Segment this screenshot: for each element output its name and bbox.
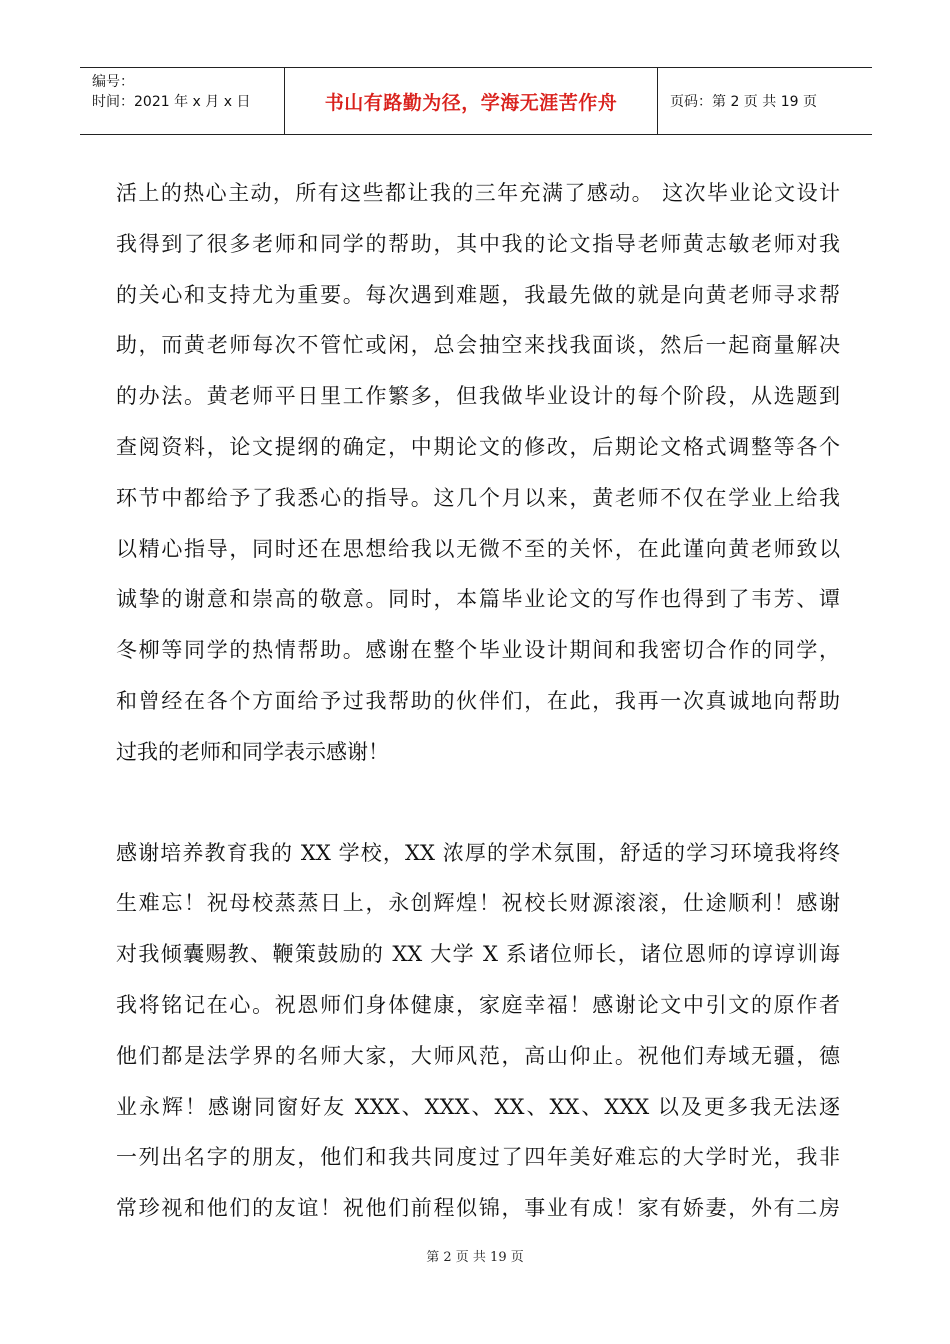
- header-meta: [80, 68, 285, 134]
- document-body: [116, 168, 840, 1234]
- text-line: 冬柳等同学的热情帮助。感谢在整个毕业设计期间和我密切合作的同学，: [116, 638, 840, 663]
- paragraph-2: [116, 828, 840, 1234]
- header-page-label: 页码：第 2 页 共 19 页: [670, 94, 817, 110]
- text-line: 一列出名字的朋友，他们和我共同度过了四年美好难忘的大学时光，我非: [116, 1145, 840, 1170]
- text-line: 的关心和支持尤为重要。每次遇到难题，我最先做的就是向黄老师寻求帮: [116, 282, 840, 307]
- header-time-label: 时间：2021 年 x 月 x 日: [92, 94, 251, 110]
- text-line: 环节中都给予了我悉心的指导。这几个月以来，黄老师不仅在学业上给我: [116, 485, 840, 510]
- page-footer: 第 2 页 共 19 页: [426, 1250, 524, 1265]
- text-line: 感谢培养教育我的 XX 学校，XX 浓厚的学术氛围，舒适的学习环境我将终: [116, 840, 840, 865]
- text-line: 诚挚的谢意和崇高的敬意。同时，本篇毕业论文的写作也得到了韦芳、谭: [116, 587, 840, 612]
- text-line: 和曾经在各个方面给予过我帮助的伙伴们，在此，我再一次真诚地向帮助: [116, 688, 840, 713]
- text-line: 的办法。黄老师平日里工作繁多，但我做毕业设计的每个阶段，从选题到: [116, 384, 840, 409]
- text-line: 查阅资料，论文提纲的确定，中期论文的修改，后期论文格式调整等各个: [116, 434, 840, 459]
- paragraph-gap: [116, 778, 840, 828]
- text-line: 业永辉！感谢同窗好友 XXX、XXX、XX、XX、XXX 以及更多我无法逐: [116, 1094, 840, 1119]
- text-line: 生难忘！祝母校蒸蒸日上，永创辉煌！祝校长财源滚滚，仕途顺利！感谢: [116, 891, 840, 916]
- text-line: 我将铭记在心。祝恩师们身体健康，家庭幸福！感谢论文中引文的原作者: [116, 992, 840, 1017]
- paragraph-1: [116, 168, 840, 778]
- text-line: 我得到了很多老师和同学的帮助，其中我的论文指导老师黄志敏老师对我: [116, 231, 840, 256]
- page-header: [80, 67, 872, 135]
- text-line: 活上的热心主动，所有这些都让我的三年充满了感动。 这次毕业论文设计: [116, 181, 840, 205]
- text-line: 对我倾囊赐教、鞭策鼓励的 XX 大学 X 系诸位师长，诸位恩师的谆谆训诲: [116, 942, 840, 967]
- header-motto: 书山有路勤为径，学海无涯苦作舟: [285, 68, 658, 134]
- text-line: 以精心指导，同时还在思想给我以无微不至的关怀，在此谨向黄老师致以: [116, 536, 840, 561]
- text-line: 过我的老师和同学表示感谢！: [116, 739, 389, 764]
- header-number-label: 编号：: [92, 74, 134, 90]
- text-line: 助，而黄老师每次不管忙或闲，总会抽空来找我面谈，然后一起商量解决: [116, 333, 840, 358]
- text-line: 他们都是法学界的名师大家，大师风范，高山仰止。祝他们寿域无疆，德: [116, 1043, 840, 1068]
- text-line: 常珍视和他们的友谊！祝他们前程似锦，事业有成！家有娇妻，外有二房: [116, 1196, 840, 1221]
